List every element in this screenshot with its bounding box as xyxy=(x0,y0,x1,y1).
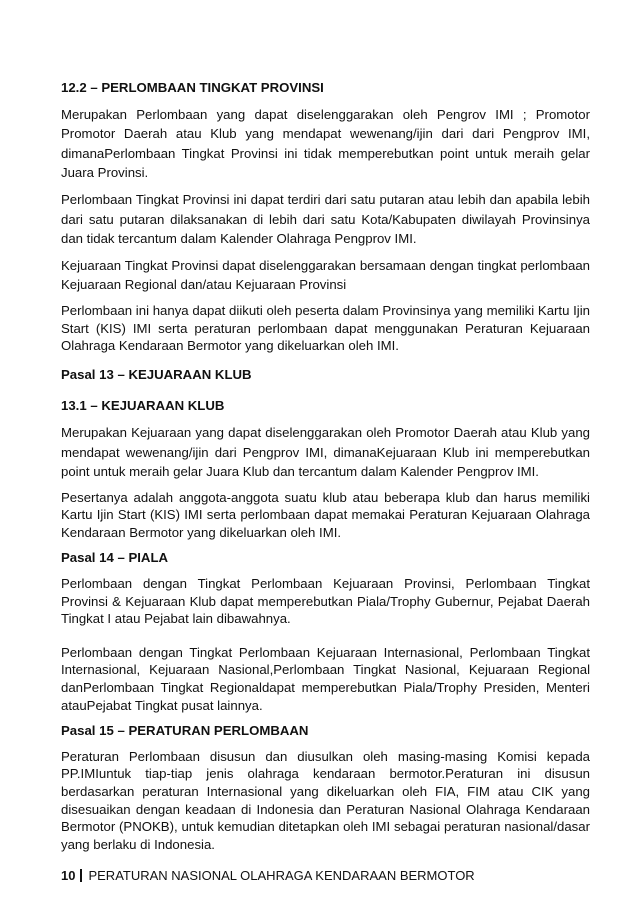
section-13-1-paragraph-2: Pesertanya adalah anggota-anggota suatu klub atau beberapa klub dan harus memiliki Kartu Ijin Start (KIS) IMI serta perlombaan dapat memakai Peraturan Kejuaraan Olahraga Kendaraan Bermotor yang dikeluarkan oleh IMI. xyxy=(61,489,590,540)
page-content xyxy=(61,78,590,860)
section-12-2-paragraph-3: Kejuaraan Tingkat Provinsi dapat diselenggarakan bersamaan dengan tingkat perlombaan Kejuaraan Regional dan/atau Kejuaraan Provinsi xyxy=(61,257,590,293)
section-12-2-paragraph-1: Merupakan Perlombaan yang dapat diselenggarakan oleh Pengrov IMI ; Promotor Promotor Daerah atau Klub yang mendapat wewenang/ijin dari dari Pengprov IMI, dimanaPerlombaan Tingkat Provinsi ini tidak memperebutkan point untuk meraih gelar Juara Provinsi. xyxy=(61,106,590,181)
footer-divider xyxy=(80,869,82,882)
page-number: 10 xyxy=(61,868,76,883)
section-12-2-heading: 12.2 – PERLOMBAAN TINGKAT PROVINSI xyxy=(61,80,324,95)
footer-title: PERATURAN NASIONAL OLAHRAGA KENDARAAN BERMOTOR xyxy=(88,868,475,883)
pasal-14-paragraph-2: Perlombaan dengan Tingkat Perlombaan Kejuaraan Internasional, Perlombaan Tingkat Internasional, Kejuaraan Nasional,Perlombaan Tingkat Nasional, Kejuaraan Regional danPerlombaan Tingkat Regionaldapat memperebutkan Piala/Trophy Presiden, Menteri atauPejabat Tingkat pusat lainnya. xyxy=(61,644,590,713)
pasal-14-paragraph-1: Perlombaan dengan Tingkat Perlombaan Kejuaraan Provinsi, Perlombaan Tingkat Provinsi & Kejuaraan Klub dapat memperebutkan Piala/Trophy Gubernur, Pejabat Daerah Tingkat I atau Pejabat lain dibawahnya. xyxy=(61,576,590,627)
pasal-15-heading: Pasal 15 – PERATURAN PERLOMBAAN xyxy=(61,723,309,739)
pasal-15-paragraph-1: Peraturan Perlombaan disusun dan diusulkan oleh masing-masing Komisi kepada PP.IMIuntuk tiap-tiap jenis olahraga kendaraan bermotor.Peraturan ini disusun berdasarkan peraturan Internasional yang dikeluarkan oleh FIA, FIM atau CIK yang disesuaikan dengan keadaan di Indonesia dan Peraturan Nasional Olahraga Kendaraan Bermotor (PNOKB), untuk kemudian ditetapkan oleh IMI sebagai peraturan nasional/dasar yang berlaku di Indonesia. xyxy=(61,748,590,852)
pasal-14-heading: Pasal 14 – PIALA xyxy=(61,550,169,566)
page-footer xyxy=(61,868,475,884)
section-12-2-paragraph-2: Perlombaan Tingkat Provinsi ini dapat terdiri dari satu putaran atau lebih dan apabila lebih dari satu putaran dilaksanakan di lebih dari satu Kota/Kabupaten diwilayah Provinsinya dan tidak tercantum dalam Kalender Olahraga Pengprov IMI. xyxy=(61,191,590,247)
section-13-1-paragraph-1: Merupakan Kejuaraan yang dapat diselenggarakan oleh Promotor Daerah atau Klub yang mendapat wewenang/ijin dari Pengprov IMI, dimanaKejuaraan Klub ini memperebutkan point untuk meraih gelar Juara Klub dan tercantum dalam Kalender Pengprov IMI. xyxy=(61,424,590,480)
section-12-2-paragraph-4: Perlombaan ini hanya dapat diikuti oleh peserta dalam Provinsinya yang memiliki Kartu Ijin Start (KIS) IMI serta peraturan perlombaan dapat menggunakan Peraturan Kejuaraan Olahraga Kendaraan Bermotor yang dikeluarkan oleh IMI. xyxy=(61,302,590,354)
section-13-1-heading: 13.1 – KEJUARAAN KLUB xyxy=(61,398,225,414)
pasal-13-heading: Pasal 13 – KEJUARAAN KLUB xyxy=(61,366,252,382)
